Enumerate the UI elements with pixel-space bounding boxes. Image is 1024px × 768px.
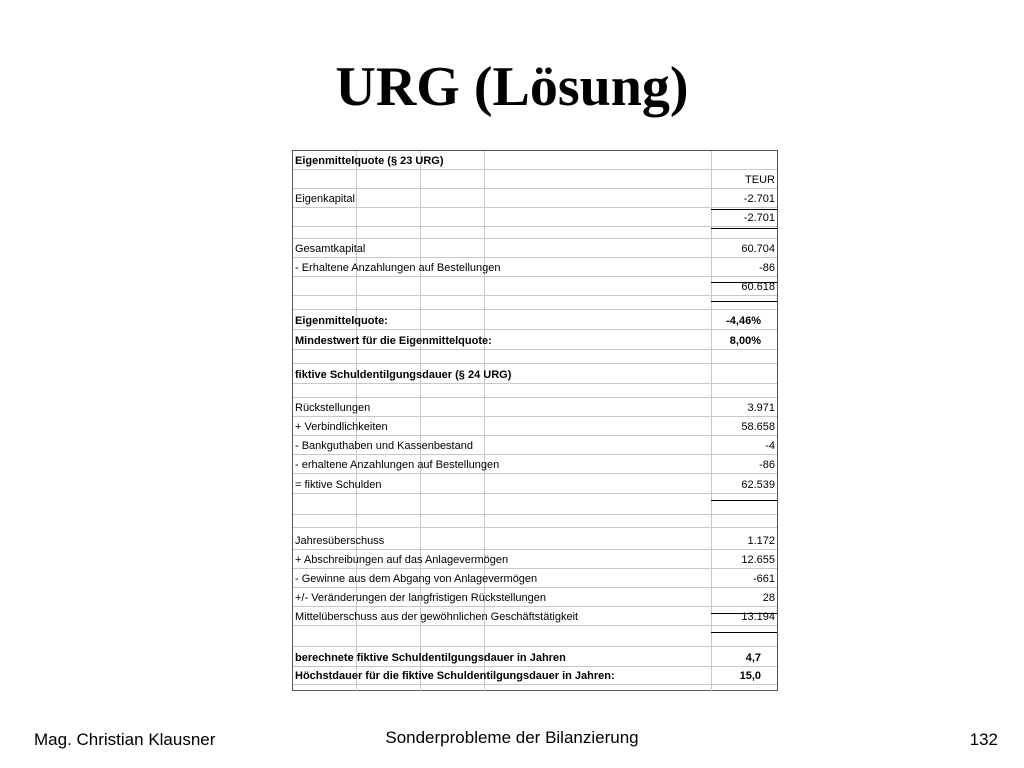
sum-underline: [711, 282, 777, 283]
table-row: [293, 528, 777, 550]
table-row: [293, 296, 777, 310]
row-value: -661: [752, 573, 775, 585]
table-row: [293, 436, 777, 455]
table-row: [293, 310, 777, 330]
row-label: Eigenkapital: [295, 193, 355, 205]
row-value: -2.701: [743, 193, 775, 205]
sum-underline: [711, 301, 777, 302]
row-value: -86: [759, 262, 775, 274]
row-label: Eigenmittelquote:: [295, 315, 388, 327]
table-row: [293, 258, 777, 277]
footer-author: Mag. Christian Klausner: [34, 730, 216, 749]
table-row: [293, 569, 777, 588]
row-value: -4,46%: [726, 315, 761, 327]
table-row: [293, 474, 777, 494]
page-number: 132: [969, 730, 998, 749]
row-label: Jahresüberschuss: [295, 535, 385, 547]
table-row: [293, 208, 777, 227]
row-value: 13.194: [741, 611, 775, 623]
sum-underline: [711, 228, 777, 229]
row-label: - erhaltene Anzahlungen auf Bestellungen: [295, 459, 500, 471]
table-row: [293, 515, 777, 528]
sum-underline: [711, 500, 777, 501]
table-row: [293, 239, 777, 258]
row-value: 60.618: [741, 281, 775, 293]
row-label: Mindestwert für die Eigenmittelquote:: [295, 335, 492, 347]
row-value: 1.172: [747, 535, 775, 547]
table-row: [293, 607, 777, 626]
table-row: [293, 330, 777, 350]
row-value: -4: [765, 440, 775, 452]
row-label: Gesamtkapital: [295, 243, 366, 255]
sum-underline: [711, 632, 777, 633]
table-row: [293, 667, 777, 685]
table-row: [293, 588, 777, 607]
row-value: 3.971: [747, 402, 775, 414]
row-label: Mittelüberschuss aus der gewöhnlichen Geschäftstätigkeit: [295, 611, 579, 623]
row-label: fiktive Schuldentilgungsdauer (§ 24 URG): [295, 369, 512, 381]
row-value: -86: [759, 459, 775, 471]
table-row: [293, 398, 777, 417]
table-row: [293, 626, 777, 647]
table-row: [293, 189, 777, 208]
table-row: [293, 364, 777, 384]
table-row: [293, 170, 777, 189]
row-label: Rückstellungen: [295, 402, 371, 414]
row-label: + Verbindlichkeiten: [295, 421, 388, 433]
row-value: 60.704: [741, 243, 775, 255]
row-label: - Bankguthaben und Kassenbestand: [295, 440, 473, 452]
row-label: Höchstdauer für die fiktive Schuldentilgungsdauer in Jahren:: [295, 670, 615, 682]
table-row: [293, 417, 777, 436]
table-row: [293, 494, 777, 515]
slide-title: URG (Lösung): [335, 56, 689, 118]
row-value: 28: [762, 592, 775, 604]
row-value: TEUR: [745, 174, 775, 186]
footer-topic: Sonderprobleme der Bilanzierung: [385, 728, 639, 747]
spreadsheet-table: [292, 150, 778, 691]
row-value: 12.655: [741, 554, 775, 566]
table-row: [293, 384, 777, 398]
row-value: -2.701: [743, 212, 775, 224]
row-value: 8,00%: [729, 335, 761, 347]
table-row: [293, 647, 777, 667]
row-label: - Erhaltene Anzahlungen auf Bestellungen: [295, 262, 501, 274]
row-value: 4,7: [745, 652, 761, 664]
row-value: 58.658: [741, 421, 775, 433]
table-row: [293, 350, 777, 364]
row-label: berechnete fiktive Schuldentilgungsdauer in Jahren: [295, 652, 566, 664]
sum-underline: [711, 613, 777, 614]
row-label: = fiktive Schulden: [295, 479, 382, 491]
row-label: +/- Veränderungen der langfristigen Rückstellungen: [295, 592, 547, 604]
sum-underline: [711, 209, 777, 210]
row-value: 15,0: [739, 670, 761, 682]
row-label: + Abschreibungen auf das Anlagevermögen: [295, 554, 509, 566]
table-row: [293, 227, 777, 239]
table-row: [293, 151, 777, 170]
row-label: Eigenmittelquote (§ 23 URG): [295, 155, 444, 167]
table-row: [293, 550, 777, 569]
table-row: [293, 277, 777, 296]
row-value: 62.539: [741, 479, 775, 491]
row-label: - Gewinne aus dem Abgang von Anlagevermögen: [295, 573, 538, 585]
table-row: [293, 455, 777, 474]
